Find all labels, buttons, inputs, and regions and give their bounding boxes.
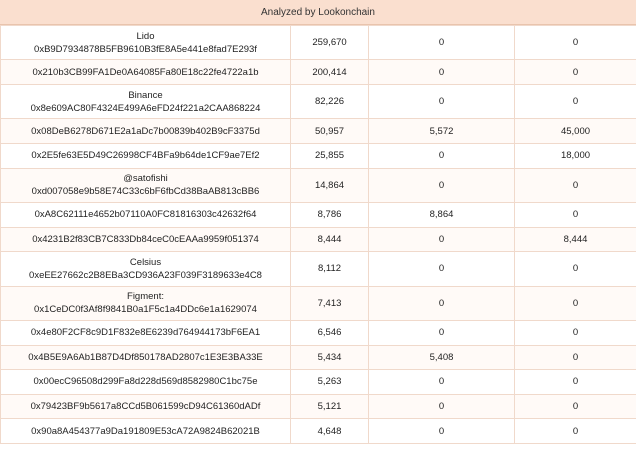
value-cell-1: 50,957 [291,119,369,144]
value-cell-2: 0 [369,84,515,118]
wallet-address: 0x90a8A454377a9Da191809E53cA72A9824B62021B [31,425,260,437]
value-cell-3: 8,444 [515,227,636,252]
value-cell-1: 8,112 [291,252,369,286]
table-row [1,60,636,85]
value-cell-3: 0 [515,84,636,118]
value-cell-1: 200,414 [291,60,369,85]
wallet-label: @satofishi [123,173,168,185]
value-cell-1: 82,226 [291,84,369,118]
wallet-cell [1,60,291,85]
value-cell-2: 0 [369,168,515,202]
wallet-address: 0x79423BF9b5617a8CCd5B061599cD94C61360dADf [30,401,261,412]
value-cell-1: 5,121 [291,394,369,419]
wallet-cell [1,119,291,144]
value-cell-1: 6,546 [291,320,369,345]
value-cell-3: 0 [515,370,636,395]
table-row [1,345,636,370]
wallet-address: 0x08DeB6278D671E2a1aDc7b00839b402B9cF3375d [31,125,260,137]
value-cell-3: 0 [515,26,636,60]
value-cell-3: 0 [515,394,636,419]
value-cell-1: 8,786 [291,202,369,227]
table-row [1,252,636,286]
value-cell-3: 0 [515,202,636,227]
table-row [1,320,636,345]
value-cell-3: 0 [515,320,636,345]
value-cell-3: 0 [515,419,636,444]
value-cell-3: 0 [515,286,636,320]
value-cell-2: 0 [369,227,515,252]
wallet-cell [1,202,291,227]
value-cell-2: 0 [369,370,515,395]
value-cell-3: 18,000 [515,143,636,168]
wallet-cell [1,394,291,419]
analysis-credit-banner [0,0,636,25]
wallet-address: 0xd007058e9b58E74C33c6bF6fbCd38BaAB813cBB6 [31,186,260,198]
table-row [1,168,636,202]
wallet-address: 0x4231B2f83CB7C833Db84ceC0cEAAa9959f051374 [32,233,259,245]
wallet-address: 0x2E5fe63E5D49C26998CF4BFa9b64de1CF9ae7Ef2 [31,150,260,162]
table-row [1,227,636,252]
table-row [1,394,636,419]
table-body [1,26,636,444]
wallet-cell [1,143,291,168]
table-row [1,419,636,444]
wallet-address: 0x1CeDC0f3Af8f9841B0a1F5c1a4DDc6e1a1629074 [34,304,257,316]
wallet-label: Lido [136,30,155,42]
wallet-cell [1,168,291,202]
value-cell-1: 5,263 [291,370,369,395]
wallet-cell [1,370,291,395]
value-cell-1: 7,413 [291,286,369,320]
value-cell-2: 0 [369,419,515,444]
analysis-credit-text: Analyzed by Lookonchain [261,6,375,18]
value-cell-1: 4,648 [291,419,369,444]
wallet-cell [1,84,291,118]
value-cell-2: 0 [369,143,515,168]
value-cell-3: 0 [515,345,636,370]
wallet-address: 0x8e609AC80F4324E499A6eFD24f221a2CAA868224 [30,102,261,114]
table-row [1,119,636,144]
wallet-cell [1,419,291,444]
wallet-cell [1,227,291,252]
wallet-cell [1,320,291,345]
wallet-address: 0x4e80F2CF8c9D1F832e8E6239d764944173bF6EA1 [30,327,261,339]
value-cell-1: 5,434 [291,345,369,370]
value-cell-2: 0 [369,252,515,286]
table-row [1,202,636,227]
value-cell-2: 8,864 [369,202,515,227]
table-row [1,286,636,320]
wallet-address: 0x00ecC96508d299Fa8d228d569d8582980C1bc75e [33,376,258,388]
staking-wallets-table [0,25,636,444]
table-row [1,84,636,118]
wallet-address: 0xB9D7934878B5FB9610B3fE8A5e441e8fad7E293f [34,43,257,55]
value-cell-1: 25,855 [291,143,369,168]
wallet-cell [1,286,291,320]
wallet-label: Binance [128,89,163,101]
wallet-cell [1,252,291,286]
table-row [1,143,636,168]
table-row [1,26,636,60]
value-cell-3: 0 [515,60,636,85]
value-cell-3: 0 [515,252,636,286]
wallet-cell [1,345,291,370]
wallet-address: 0xA8C62111e4652b07110A0FC81816303c42632f64 [34,209,257,221]
wallet-cell [1,26,291,60]
value-cell-2: 0 [369,394,515,419]
wallet-label: Figment: [127,291,164,303]
wallet-label: Celsius [129,256,162,268]
value-cell-2: 0 [369,60,515,85]
value-cell-2: 5,572 [369,119,515,144]
value-cell-2: 5,408 [369,345,515,370]
value-cell-1: 8,444 [291,227,369,252]
wallet-address: 0xeEE27662c2B8EBa3CD936A23F039F3189633e4C8 [29,269,262,281]
wallet-address: 0x210b3CB99FA1De0A64085Fa80E18c22fe4722a1b [32,66,259,78]
wallet-address: 0x4B5E9A6Ab1B87D4Df850178AD2807c1E3E3BA33E [28,351,263,363]
value-cell-1: 259,670 [291,26,369,60]
value-cell-3: 45,000 [515,119,636,144]
value-cell-2: 0 [369,320,515,345]
table-row [1,370,636,395]
value-cell-1: 14,864 [291,168,369,202]
value-cell-2: 0 [369,26,515,60]
value-cell-2: 0 [369,286,515,320]
value-cell-3: 0 [515,168,636,202]
